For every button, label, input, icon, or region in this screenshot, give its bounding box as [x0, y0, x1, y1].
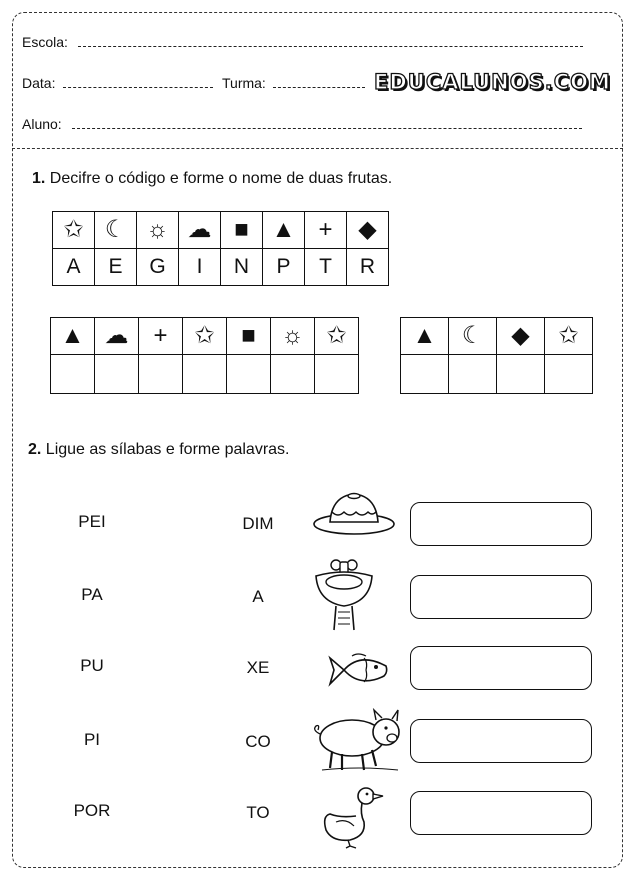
plus-icon: +: [153, 322, 168, 349]
school-label: Escola:: [22, 34, 68, 50]
key-letter-cell: [263, 249, 305, 286]
diamond-icon: ◆: [358, 216, 377, 243]
question-2-text: Ligue as sílabas e forme palavras.: [45, 441, 290, 458]
class-field[interactable]: [273, 87, 365, 88]
code-key-letters-row: [53, 249, 389, 286]
fish-icon: [326, 648, 392, 692]
fruit-1-symbol-cell: [51, 318, 95, 355]
answer-box-4[interactable]: [410, 719, 592, 763]
code-letter: G: [149, 255, 166, 278]
code-letter: N: [233, 255, 250, 278]
answer-box-2[interactable]: [410, 575, 592, 619]
fruit-2-code-table: [400, 317, 593, 394]
fruit-2-answer-cell[interactable]: [401, 355, 449, 394]
sink-icon: [312, 556, 376, 632]
key-symbol-cell: [95, 212, 137, 249]
code-key-table: [52, 211, 389, 286]
code-letter: P: [276, 255, 291, 278]
key-symbol-cell: [179, 212, 221, 249]
question-1-title: [32, 170, 392, 188]
answer-box-1[interactable]: [410, 502, 592, 546]
question-1-text: Decifre o código e forme o nome de duas frutas.: [49, 170, 393, 187]
fruit-1-answer-cell[interactable]: [227, 355, 271, 394]
fruit-1-answer-cell[interactable]: [271, 355, 315, 394]
fruit-1-answer-cell[interactable]: [95, 355, 139, 394]
key-symbol-cell: [263, 212, 305, 249]
star-icon: ✩: [326, 322, 347, 349]
square-icon: ■: [234, 216, 249, 243]
cloud-icon: ☁: [187, 216, 212, 243]
syllable-right-1[interactable]: DIM: [242, 514, 274, 533]
sun-icon: ☼: [146, 216, 169, 243]
code-key-symbols-row: [53, 212, 389, 249]
syllable-left-3[interactable]: PU: [80, 656, 104, 675]
fruit-1-code-table: [50, 317, 359, 394]
date-field[interactable]: [63, 87, 213, 88]
student-field[interactable]: [72, 128, 582, 129]
fruit-1-answer-cell[interactable]: [315, 355, 359, 394]
fruit-2-symbol-cell: [449, 318, 497, 355]
code-letter: E: [108, 255, 123, 278]
diamond-icon: ◆: [511, 322, 530, 349]
question-1-number: 1.: [32, 170, 46, 187]
star-icon: ✩: [63, 216, 84, 243]
fruit-1-symbol-cell: [315, 318, 359, 355]
key-letter-cell: [347, 249, 389, 286]
fruit-1-symbol-cell: [227, 318, 271, 355]
duck-icon: [320, 782, 384, 850]
fruit-1-answer-cell[interactable]: [51, 355, 95, 394]
fruit-2-answer-row: [401, 355, 593, 394]
cloud-icon: ☁: [104, 322, 129, 349]
fruit-1-symbol-cell: [95, 318, 139, 355]
code-letter: R: [359, 255, 376, 278]
fruit-2-symbol-cell: [401, 318, 449, 355]
key-symbol-cell: [305, 212, 347, 249]
triangle-icon: ▲: [60, 322, 85, 349]
key-symbol-cell: [137, 212, 179, 249]
fruit-1-symbol-cell: [183, 318, 227, 355]
plus-icon: +: [318, 216, 333, 243]
answer-box-3[interactable]: [410, 646, 592, 690]
key-letter-cell: [179, 249, 221, 286]
key-letter-cell: [95, 249, 137, 286]
school-field[interactable]: [78, 46, 583, 47]
star-icon: ✩: [194, 322, 215, 349]
syllable-right-4[interactable]: CO: [245, 732, 271, 751]
date-label: Data:: [22, 75, 56, 91]
key-symbol-cell: [347, 212, 389, 249]
code-letter: A: [66, 255, 81, 278]
fruit-2-symbol-cell: [497, 318, 545, 355]
syllable-right-2[interactable]: A: [252, 587, 264, 606]
moon-icon: ☾: [461, 322, 484, 349]
fruit-2-symbols-row: [401, 318, 593, 355]
key-letter-cell: [221, 249, 263, 286]
key-symbol-cell: [53, 212, 95, 249]
syllable-right-5[interactable]: TO: [246, 803, 270, 822]
class-label: Turma:: [222, 75, 266, 91]
syllable-left-2[interactable]: PA: [81, 585, 103, 604]
fruit-1-symbol-cell: [139, 318, 183, 355]
triangle-icon: ▲: [412, 322, 437, 349]
fruit-1-symbols-row: [51, 318, 359, 355]
fruit-1-answer-row: [51, 355, 359, 394]
brand-logo: EDUCALUNOS.COM: [374, 70, 611, 94]
code-letter: T: [319, 255, 332, 278]
header-divider: [12, 148, 623, 149]
code-letter: I: [196, 255, 203, 278]
syllable-right-3[interactable]: XE: [246, 658, 270, 677]
fruit-1-answer-cell[interactable]: [183, 355, 227, 394]
fruit-1-answer-cell[interactable]: [139, 355, 183, 394]
syllable-left-4[interactable]: PI: [83, 730, 101, 749]
fruit-2-symbol-cell: [545, 318, 593, 355]
key-letter-cell: [53, 249, 95, 286]
moon-icon: ☾: [104, 216, 127, 243]
fruit-1-symbol-cell: [271, 318, 315, 355]
fruit-2-answer-cell[interactable]: [545, 355, 593, 394]
answer-box-5[interactable]: [410, 791, 592, 835]
pig-icon: [308, 702, 404, 774]
key-letter-cell: [305, 249, 347, 286]
key-symbol-cell: [221, 212, 263, 249]
fruit-2-answer-cell[interactable]: [449, 355, 497, 394]
student-label: Aluno:: [22, 116, 62, 132]
fruit-2-answer-cell[interactable]: [497, 355, 545, 394]
question-2-number: 2.: [28, 441, 42, 458]
syllable-left-5[interactable]: POR: [73, 801, 111, 820]
sun-icon: ☼: [281, 322, 304, 349]
square-icon: ■: [241, 322, 256, 349]
key-letter-cell: [137, 249, 179, 286]
question-2-title: [28, 441, 289, 459]
pudding-icon: [312, 488, 396, 538]
syllable-left-1[interactable]: PEI: [78, 512, 106, 531]
star-icon: ✩: [558, 322, 579, 349]
triangle-icon: ▲: [271, 216, 296, 243]
